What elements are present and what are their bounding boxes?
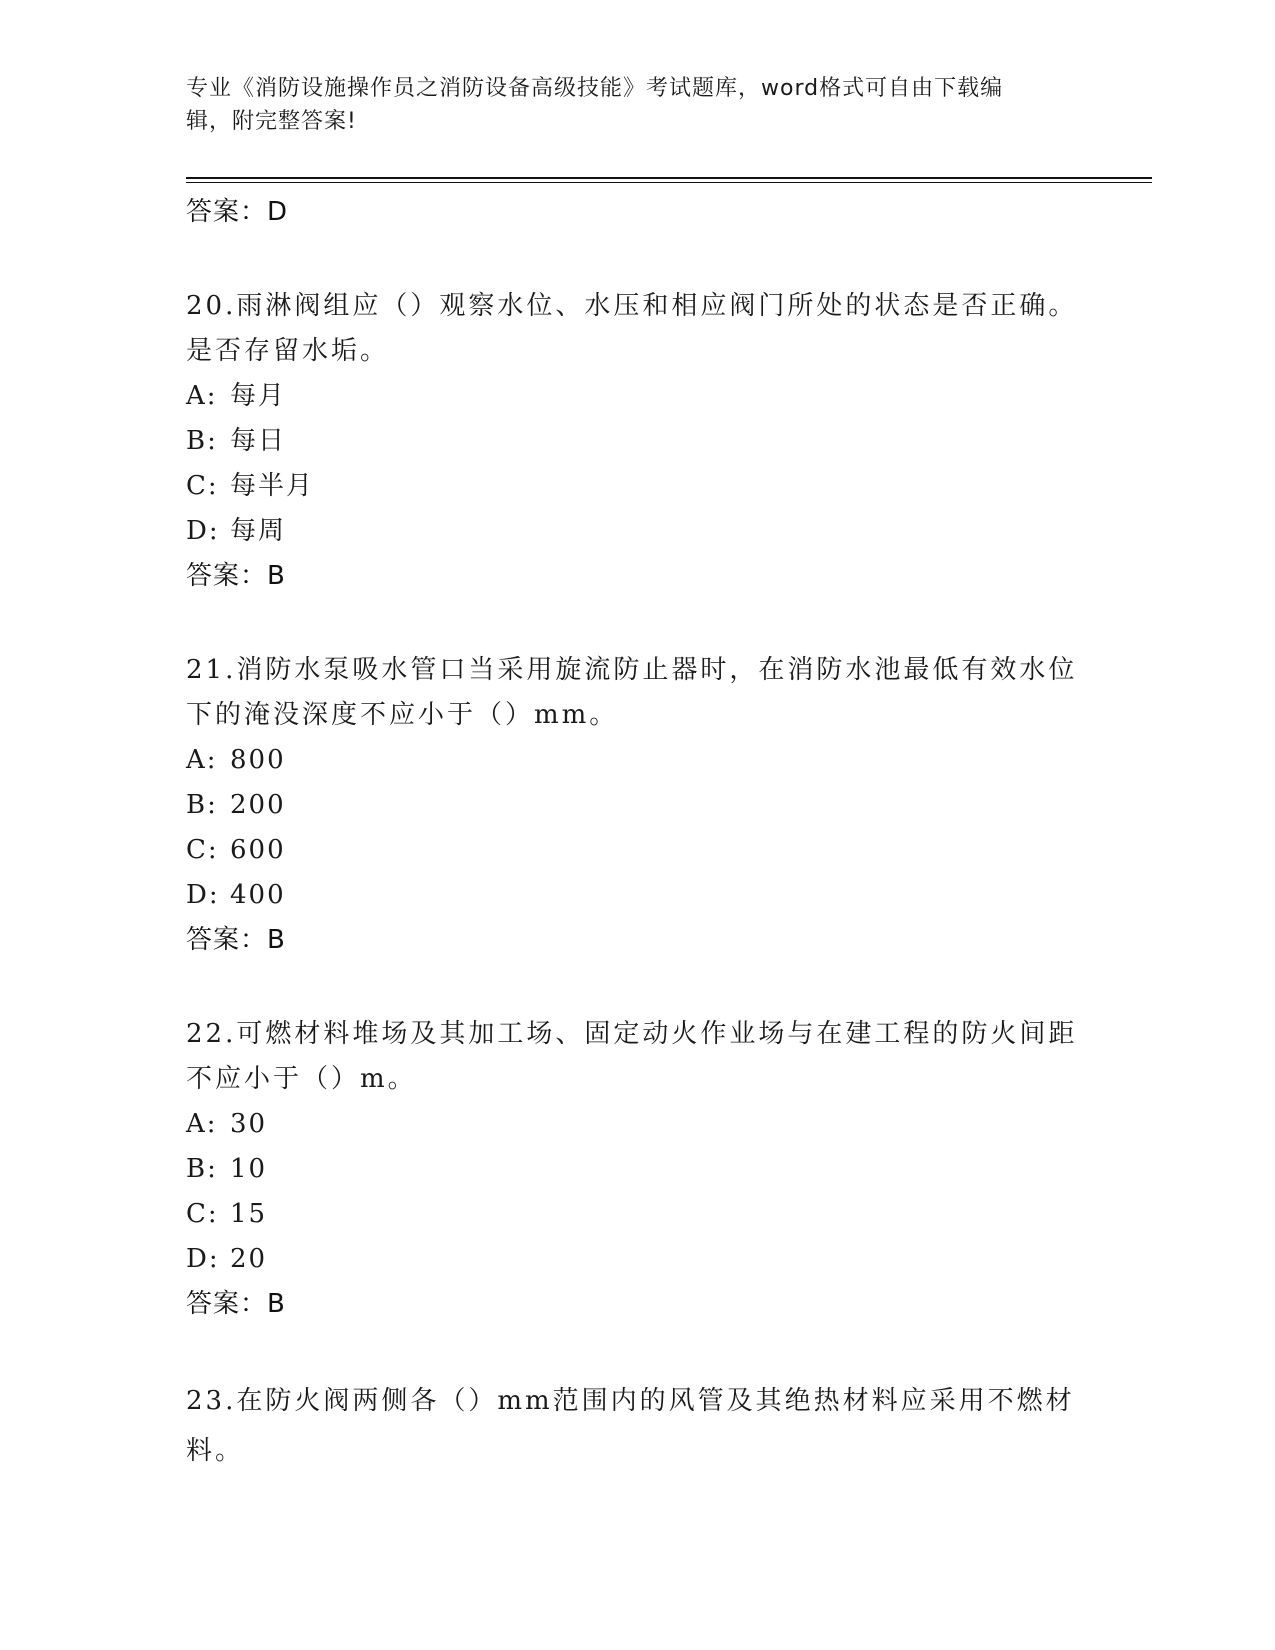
option-letter: D: xyxy=(186,880,220,910)
option-letter: A: xyxy=(186,745,218,775)
option-letter: C: xyxy=(186,471,219,501)
option-value: 10 xyxy=(230,1154,268,1184)
option-value: 30 xyxy=(230,1109,268,1139)
question-23 xyxy=(186,1376,1086,1476)
option-letter: C: xyxy=(186,1199,219,1229)
header-line-2: 辑，附完整答案! xyxy=(186,109,357,134)
answer-label: 答案：B xyxy=(186,561,286,591)
question-22 xyxy=(186,1012,1086,1326)
question-text: 20.雨淋阀组应（）观察水位、水压和相应阀门所处的状态是否正确。是否存留水垢。 xyxy=(186,291,1078,366)
option-a xyxy=(186,738,1086,783)
option-letter: D: xyxy=(186,1244,220,1274)
answer-label: 答案：B xyxy=(186,925,286,955)
option-b xyxy=(186,1147,1086,1192)
question-21 xyxy=(186,648,1086,962)
document-header xyxy=(186,72,1066,138)
option-letter: A: xyxy=(186,1109,218,1139)
option-d xyxy=(186,509,1086,554)
option-c xyxy=(186,1192,1086,1237)
header-divider xyxy=(186,177,1152,179)
option-letter: B: xyxy=(186,790,218,820)
option-value: 每周 xyxy=(230,516,287,546)
option-letter: C: xyxy=(186,835,219,865)
option-value: 200 xyxy=(230,790,286,820)
option-letter: B: xyxy=(186,426,218,456)
option-letter: B: xyxy=(186,1154,218,1184)
option-d xyxy=(186,1237,1086,1282)
option-value: 400 xyxy=(230,880,286,910)
option-b xyxy=(186,419,1086,464)
option-a xyxy=(186,374,1086,419)
option-value: 600 xyxy=(230,835,286,865)
question-20 xyxy=(186,284,1086,598)
answer-label: 答案：B xyxy=(186,1289,286,1319)
option-value: 每月 xyxy=(230,381,287,411)
option-value: 15 xyxy=(230,1199,268,1229)
answer-label: 答案：D xyxy=(186,197,289,227)
option-value: 20 xyxy=(230,1244,268,1274)
option-a xyxy=(186,1102,1086,1147)
option-c xyxy=(186,464,1086,509)
question-text: 21.消防水泵吸水管口当采用旋流防止器时，在消防水池最低有效水位下的淹没深度不应小于（）mm。 xyxy=(186,655,1078,730)
option-b xyxy=(186,783,1086,828)
header-divider-thin xyxy=(186,182,1152,183)
option-value: 800 xyxy=(230,745,286,775)
question-text: 22.可燃材料堆场及其加工场、固定动火作业场与在建工程的防火间距不应小于（）m。 xyxy=(186,1019,1078,1094)
option-letter: A: xyxy=(186,381,218,411)
question-text: 23.在防火阀两侧各（）mm范围内的风管及其绝热材料应采用不燃材料。 xyxy=(186,1386,1075,1466)
option-letter: D: xyxy=(186,516,220,546)
header-line-1: 专业《消防设施操作员之消防设备高级技能》考试题库，word格式可自由下载编 xyxy=(186,76,1004,101)
option-value: 每半月 xyxy=(230,471,315,501)
option-d xyxy=(186,873,1086,918)
question-list xyxy=(186,190,1086,1476)
option-value: 每日 xyxy=(230,426,287,456)
option-c xyxy=(186,828,1086,873)
